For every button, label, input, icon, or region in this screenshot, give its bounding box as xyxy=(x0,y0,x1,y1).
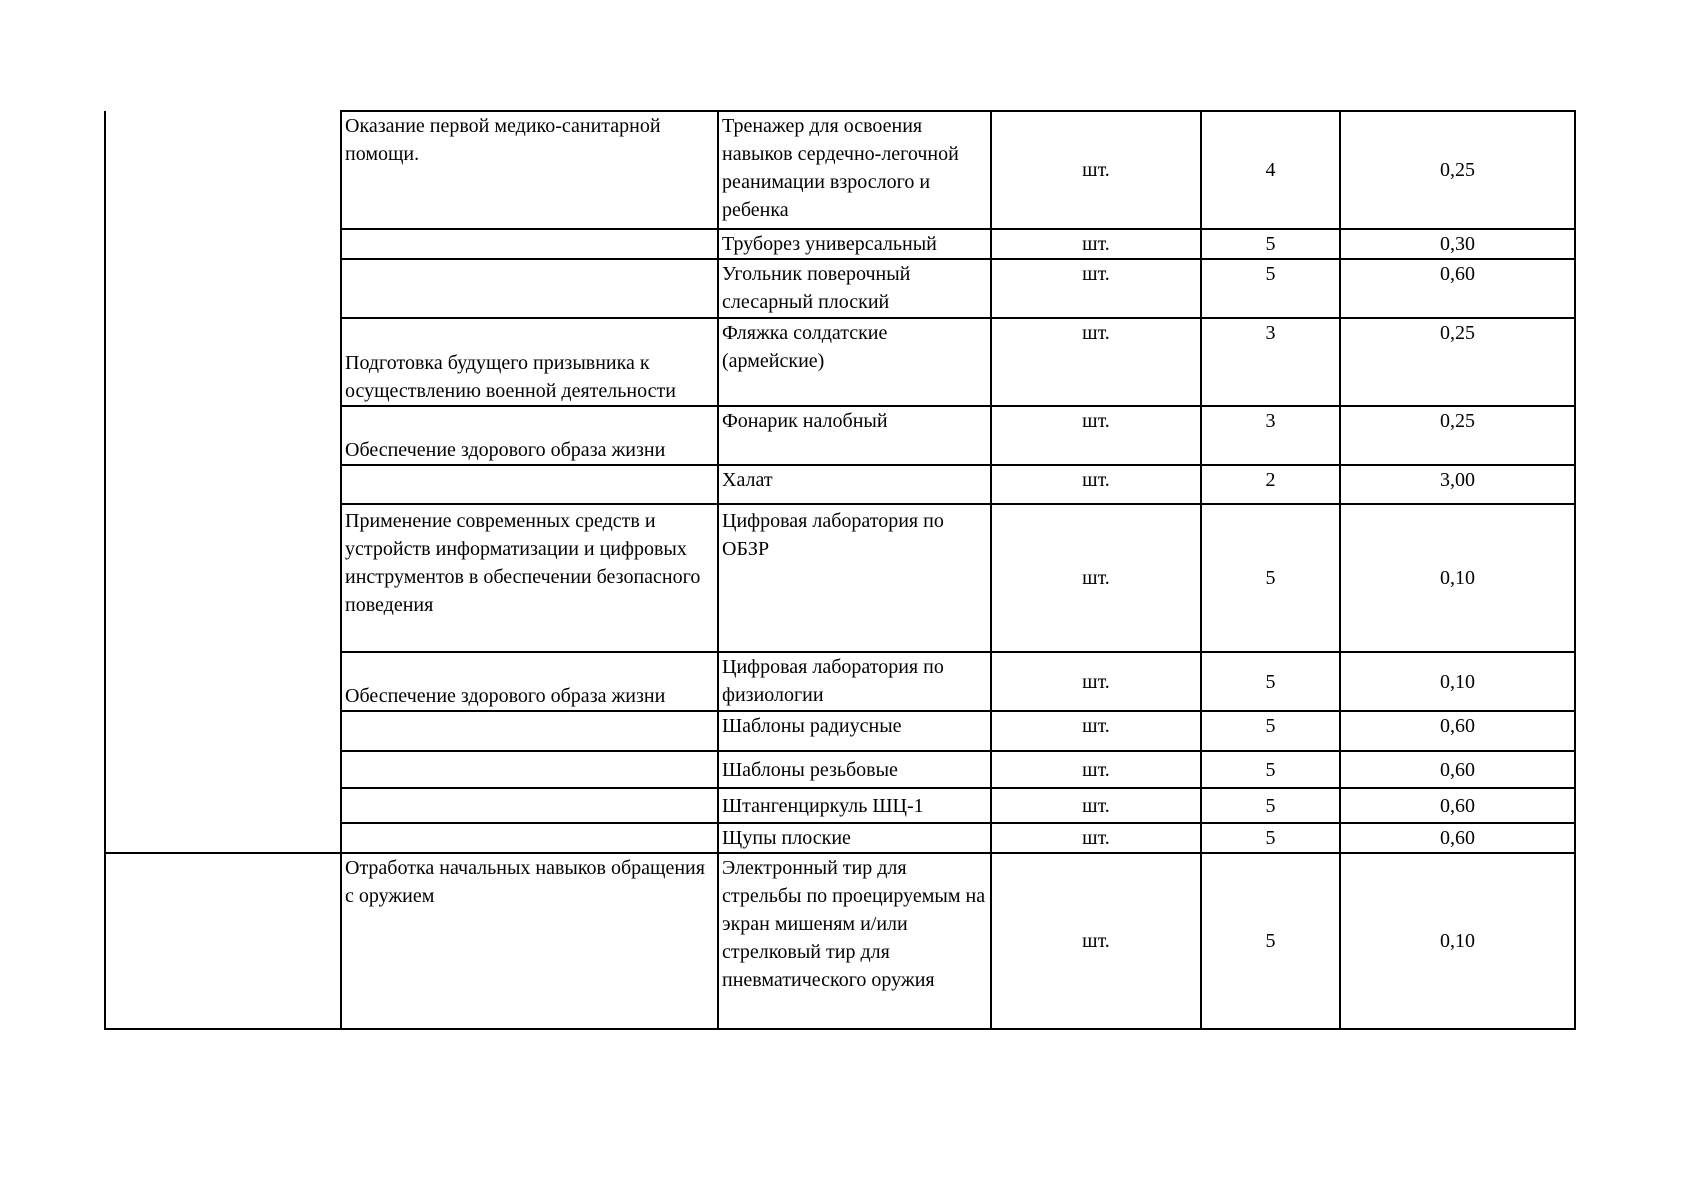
topic-cell: Подготовка будущего призывника к осуществлению военной деятельности xyxy=(341,318,718,406)
unit-cell: шт. xyxy=(991,823,1201,853)
item-name-cell: Фляжка солдатские (армейские) xyxy=(718,318,991,406)
unit-cell: шт. xyxy=(991,853,1201,1029)
item-name-cell: Шаблоны резьбовые xyxy=(718,751,991,788)
item-name-cell: Халат xyxy=(718,465,991,504)
unit-cell: шт. xyxy=(991,318,1201,406)
unit-cell: шт. xyxy=(991,652,1201,711)
norm-cell: 0,30 xyxy=(1340,229,1575,259)
unit-cell: шт. xyxy=(991,788,1201,823)
item-name-cell: Щупы плоские xyxy=(718,823,991,853)
quantity-cell: 5 xyxy=(1201,711,1340,751)
unit-cell: шт. xyxy=(991,406,1201,465)
norm-cell: 0,10 xyxy=(1340,504,1575,652)
quantity-cell: 3 xyxy=(1201,318,1340,406)
item-name-cell: Цифровая лаборатория по ОБЗР xyxy=(718,504,991,652)
equipment-table xyxy=(104,110,1576,1030)
topic-cell xyxy=(341,788,718,823)
table-row xyxy=(105,853,1575,1029)
item-name-cell: Труборез универсальный xyxy=(718,229,991,259)
norm-cell: 0,60 xyxy=(1340,259,1575,318)
unit-cell: шт. xyxy=(991,711,1201,751)
topic-cell: Обеспечение здорового образа жизни xyxy=(341,406,718,465)
topic-cell xyxy=(341,751,718,788)
topic-cell: Отработка начальных навыков обращения с оружием xyxy=(341,853,718,1029)
norm-cell: 0,25 xyxy=(1340,318,1575,406)
item-name-cell: Штангенциркуль ШЦ-1 xyxy=(718,788,991,823)
unit-cell: шт. xyxy=(991,111,1201,229)
quantity-cell: 5 xyxy=(1201,788,1340,823)
item-name-cell: Тренажер для освоения навыков сердечно-легочной реанимации взрослого и ребенка xyxy=(718,111,991,229)
norm-cell: 0,25 xyxy=(1340,406,1575,465)
norm-cell: 0,60 xyxy=(1340,788,1575,823)
unit-cell: шт. xyxy=(991,751,1201,788)
topic-cell xyxy=(341,465,718,504)
unit-cell: шт. xyxy=(991,465,1201,504)
unit-cell: шт. xyxy=(991,259,1201,318)
topic-cell xyxy=(341,229,718,259)
quantity-cell: 5 xyxy=(1201,652,1340,711)
topic-cell xyxy=(341,823,718,853)
quantity-cell: 3 xyxy=(1201,406,1340,465)
section-cell xyxy=(105,111,341,853)
topic-cell: Обеспечение здорового образа жизни xyxy=(341,652,718,711)
norm-cell: 3,00 xyxy=(1340,465,1575,504)
quantity-cell: 5 xyxy=(1201,853,1340,1029)
item-name-cell: Угольник поверочный слесарный плоский xyxy=(718,259,991,318)
norm-cell: 0,60 xyxy=(1340,823,1575,853)
quantity-cell: 5 xyxy=(1201,229,1340,259)
topic-cell xyxy=(341,259,718,318)
item-name-cell: Цифровая лаборатория по физиологии xyxy=(718,652,991,711)
table-row xyxy=(105,111,1575,229)
unit-cell: шт. xyxy=(991,229,1201,259)
quantity-cell: 5 xyxy=(1201,751,1340,788)
norm-cell: 0,10 xyxy=(1340,652,1575,711)
topic-cell: Применение современных средств и устройств информатизации и цифровых инструментов в обеспечении безопасного поведения xyxy=(341,504,718,652)
item-name-cell: Фонарик налобный xyxy=(718,406,991,465)
item-name-cell: Электронный тир для стрельбы по проецируемым на экран мишеням и/или стрелковый тир для пневматического оружия xyxy=(718,853,991,1029)
unit-cell: шт. xyxy=(991,504,1201,652)
section-cell xyxy=(105,853,341,1029)
item-name-cell: Шаблоны радиусные xyxy=(718,711,991,751)
norm-cell: 0,60 xyxy=(1340,751,1575,788)
quantity-cell: 4 xyxy=(1201,111,1340,229)
norm-cell: 0,10 xyxy=(1340,853,1575,1029)
topic-cell xyxy=(341,711,718,751)
norm-cell: 0,60 xyxy=(1340,711,1575,751)
quantity-cell: 5 xyxy=(1201,259,1340,318)
quantity-cell: 5 xyxy=(1201,504,1340,652)
topic-cell: Оказание первой медико-санитарной помощи. xyxy=(341,111,718,229)
quantity-cell: 5 xyxy=(1201,823,1340,853)
norm-cell: 0,25 xyxy=(1340,111,1575,229)
quantity-cell: 2 xyxy=(1201,465,1340,504)
